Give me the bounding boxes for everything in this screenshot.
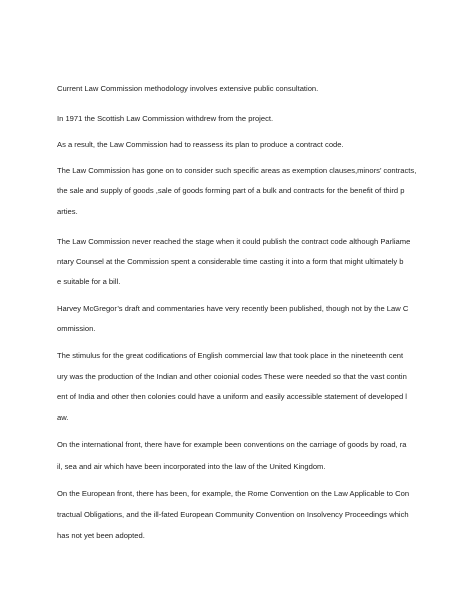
paragraph-6-line-1: Harvey McGregor’s draft and commentaries have very recently been published, though not by the Law C xyxy=(57,304,409,313)
paragraph-5-line-1: The Law Commission never reached the stage when it could publish the contract code although Parliame xyxy=(57,237,411,246)
paragraph-4-line-3: arties. xyxy=(57,207,78,216)
paragraph-2-line-1: In 1971 the Scottish Law Commission withdrew from the project. xyxy=(57,114,274,123)
paragraph-4-line-2: the sale and supply of goods ,sale of goods forming part of a bulk and contracts for the benefit of third p xyxy=(57,186,405,195)
paragraph-8-line-2: il, sea and air which have been incorporated into the law of the United Kingdom. xyxy=(57,462,326,471)
paragraph-5-line-3: e suitable for a bill. xyxy=(57,277,121,286)
paragraph-8-line-1: On the international front, there have for example been conventions on the carriage of goods by road, ra xyxy=(57,440,407,449)
paragraph-5-line-2: ntary Counsel at the Commission spent a considerable time casting it into a form that might ultimately b xyxy=(57,257,404,266)
paragraph-9-line-3: has not yet been adopted. xyxy=(57,531,145,540)
paragraph-3-line-1: As a result, the Law Commission had to reassess its plan to produce a contract code. xyxy=(57,140,344,149)
paragraph-6-line-2: ommission. xyxy=(57,324,96,333)
paragraph-1-line-1: Current Law Commission methodology involves extensive public consultation. xyxy=(57,84,319,93)
paragraph-7-line-4: aw. xyxy=(57,413,69,422)
paragraph-9-line-2: tractual Obligations, and the ill-fated European Community Convention on Insolvency Proceedings which xyxy=(57,510,409,519)
paragraph-9-line-1: On the European front, there has been, for example, the Rome Convention on the Law Applicable to Con xyxy=(57,489,410,498)
paragraph-7-line-1: The stimulus for the great codifications of English commercial law that took place in the nineteenth cent xyxy=(57,351,404,360)
paragraph-7-line-3: ent of India and other then colonies could have a uniform and easily accessible statement of developed l xyxy=(57,392,407,401)
paragraph-7-line-2: ury was the production of the Indian and other coionial codes These were needed so that the vast contin xyxy=(57,372,407,381)
paragraph-4-line-1: The Law Commission has gone on to consider such specific areas as exemption clauses,minors’ contracts, xyxy=(57,166,417,175)
